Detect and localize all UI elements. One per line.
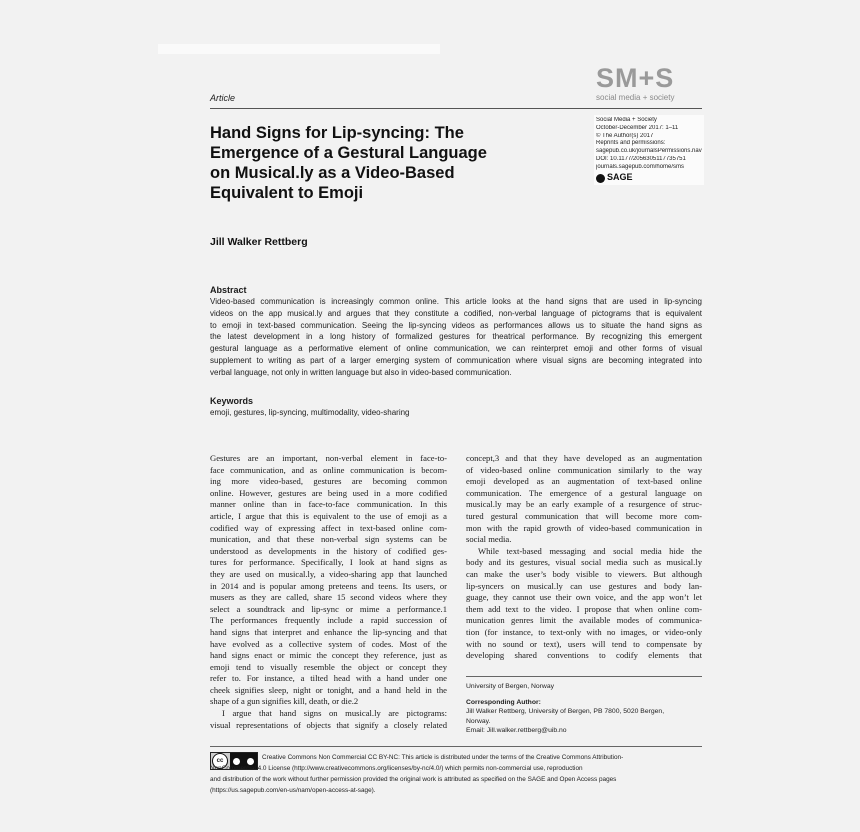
- body-line: of video-based online communication similarly to the way: [466, 464, 702, 475]
- body-line: in 2014 and is popular among preteens and teens. Its users, or: [210, 580, 447, 591]
- body-line: communication. The emergence of a gestural language on: [466, 487, 702, 498]
- abstract-line: to emoji in text-based communication. Seeing the lip-syncing videos as performances allows us to situate the hand signs as: [210, 320, 702, 330]
- body-line: manner online than in face-to-face communication. In this: [210, 499, 447, 510]
- body-line: guage, they cannot use their own voice, and the app won’t let: [466, 592, 702, 603]
- body-line: I argue that hand signs on musical.ly are pictograms:: [222, 708, 447, 719]
- body-line: hand signs enact or mimic the concept they reference, just as: [210, 650, 447, 661]
- body-line: article, I argue that this is equivalent to the use of emoji as a: [210, 510, 447, 521]
- copyright: © The Author(s) 2017: [596, 132, 654, 139]
- body-line: tures for performance. Specifically, I look at hand signs as: [210, 557, 447, 568]
- body-line: musers as they are called, share 15 second videos where they: [210, 592, 447, 603]
- body-line: body and its gestures, visual social media such as musical.ly: [466, 557, 702, 568]
- abstract-line: gestural language as a performative element of online communication, we can reinterpret emoji and other forms of visual: [210, 344, 702, 354]
- body-line: mon with the rapid growth of video-based communication in: [466, 522, 702, 533]
- sage-icon: [596, 174, 605, 183]
- body-line: understood as developments in the history of codified ges-: [210, 545, 447, 556]
- footer-divider: [210, 746, 702, 747]
- body-line: munication, and that these non-verbal sign systems can be: [210, 534, 447, 545]
- license-line: and distribution of the work without further permission provided the original work is attributed as specified on the SAGE and Open Access pages: [210, 776, 617, 783]
- affiliation-block: [466, 682, 702, 736]
- body-line: hand signs that interpret and enhance the lip-syncing and that: [210, 626, 447, 637]
- body-line: emoji developed as an augmentation of text-based online: [466, 476, 702, 487]
- title-line: on Musical.ly as a Video-Based: [210, 164, 455, 182]
- title-line: Emergence of a Gestural Language: [210, 144, 487, 162]
- body-line: select a soundtrack and lip-sync or mime a performance.1: [210, 603, 447, 614]
- body-line: developing shared conventions to codify elements that: [466, 650, 702, 661]
- body-line: face communication, and as online communication is becom-: [210, 464, 447, 475]
- body-line: tion (for instance, to text-only with no images, or video-only: [466, 626, 702, 637]
- corresponding-author-heading: Corresponding Author:: [466, 698, 541, 706]
- body-line: online. However, gestures are being used in a more codified: [210, 487, 447, 498]
- abstract-line: videos on the app musical.ly and argues that they constitute a codified, non-verbal language of pictograms that is equivalent: [210, 308, 702, 318]
- license-line: Creative Commons Non Commercial CC BY-NC: This article is distributed under the terms of the Creative Commons Attribution-: [262, 754, 624, 761]
- body-line: shape of a gun signifies kill, death, or die.2: [210, 696, 359, 707]
- doi[interactable]: DOI: 10.1177/2056305117735751: [596, 155, 686, 162]
- institution: University of Bergen, Norway: [466, 683, 555, 690]
- permissions-link[interactable]: sagepub.co.uk/journalsPermissions.nav: [596, 148, 702, 155]
- article-title: [210, 123, 510, 203]
- cc-icon: cc: [212, 753, 228, 769]
- journal-logo-subtitle: social media + society: [596, 93, 675, 102]
- body-line: concept,3 and that they have developed as an augmentation: [466, 453, 702, 463]
- reprints-label: Reprints and permissions:: [596, 140, 666, 147]
- body-line: tured gestural communication that will become more com-: [466, 510, 702, 521]
- header-divider: [210, 108, 702, 109]
- journal-issue: October-December 2017: 1–11: [596, 124, 679, 131]
- affiliation-divider: [466, 676, 702, 677]
- body-line: codified way of expressing affect in text-based online com-: [210, 522, 447, 533]
- corresponding-address: Norway.: [466, 717, 491, 725]
- body-line: refer to. For instance, a tilted head with a hand under one: [210, 673, 447, 684]
- body-line: Gestures are an important, non-verbal element in face-to-: [210, 453, 447, 463]
- title-line: Hand Signs for Lip-syncing: The: [210, 124, 464, 142]
- author-name: Jill Walker Rettberg: [210, 236, 308, 248]
- journal-logo-mark: SM+S: [596, 63, 675, 93]
- body-line: munication genres limit the available modes of communica-: [466, 615, 702, 626]
- abstract-line: verbal language, not only in written language but also in video-based communication.: [210, 367, 512, 377]
- article-type-label: Article: [210, 93, 236, 103]
- body-line: visual representations of objects that signify a closely related: [210, 719, 447, 730]
- body-line: The performances frequently include a rapid succession of: [210, 615, 447, 626]
- body-line: they are used on musical.ly, a video-sharing app that launched: [210, 568, 447, 579]
- body-line: ing more video-based, gestures are becoming common: [210, 476, 447, 487]
- publisher-name: SAGE: [607, 172, 633, 183]
- journal-name: Social Media + Society: [596, 117, 657, 123]
- header-strip: [158, 44, 440, 54]
- body-line: with no sound or text), users will tend to compensate by: [466, 638, 702, 649]
- body-column-right: [466, 453, 702, 662]
- body-line: can make the user’s body visible to viewers. But although: [466, 568, 702, 579]
- license-line: NonCommercial 4.0 License (http://www.creativecommons.org/licenses/by-nc/4.0/) which permits non-commercial use, reproduction: [210, 765, 583, 772]
- journal-meta-box: [594, 115, 704, 185]
- license-line: (https://us.sagepub.com/en-us/nam/open-access-at-sage).: [210, 787, 376, 794]
- body-line: have evolved as a collective system of codes. Most of the: [210, 638, 447, 649]
- publisher-logo: [596, 174, 702, 183]
- abstract-line: supplement to writing as part of a larger emerging system of communication where visual signs are becoming integrated into: [210, 355, 702, 365]
- body-line: them add text to the video. I propose that when online com-: [466, 603, 702, 614]
- corresponding-email[interactable]: Email: Jill.walker.rettberg@uib.no: [466, 727, 567, 735]
- body-line: emoji tend to visually resemble the object or concept they: [210, 661, 447, 672]
- body-line: lip-syncers on musical.ly can use gestures and body lan-: [466, 580, 702, 591]
- keywords-heading: Keywords: [210, 396, 254, 406]
- journal-logo: [596, 64, 702, 102]
- keywords-list: emoji, gestures, lip-syncing, multimodality, video-sharing: [210, 408, 410, 417]
- corresponding-address: Jill Walker Rettberg, University of Bergen, PB 7800, 5020 Bergen,: [466, 708, 665, 716]
- license-text: [210, 752, 702, 796]
- body-line: cheek signifies sleep, night or tonight, and a hand held in the: [210, 684, 447, 695]
- abstract-line: Video-based communication is increasingly common online. This article looks at the hand signs that are used in lip-syncing: [210, 297, 702, 306]
- body-line: musical.ly may be an early example of a resurgence of struc-: [466, 499, 702, 510]
- journal-url[interactable]: journals.sagepub.com/home/sms: [596, 163, 685, 170]
- body-line: While text-based messaging and social media hide the: [478, 545, 702, 556]
- abstract-line: the latest development in a long history of formalized gestures for theatrical performance. By recognizing this emergent: [210, 332, 702, 342]
- body-column-left: [210, 453, 447, 731]
- title-line: Equivalent to Emoji: [210, 184, 364, 202]
- body-line: social media.: [466, 534, 512, 545]
- abstract-body: [210, 296, 702, 379]
- abstract-heading: Abstract: [210, 285, 247, 295]
